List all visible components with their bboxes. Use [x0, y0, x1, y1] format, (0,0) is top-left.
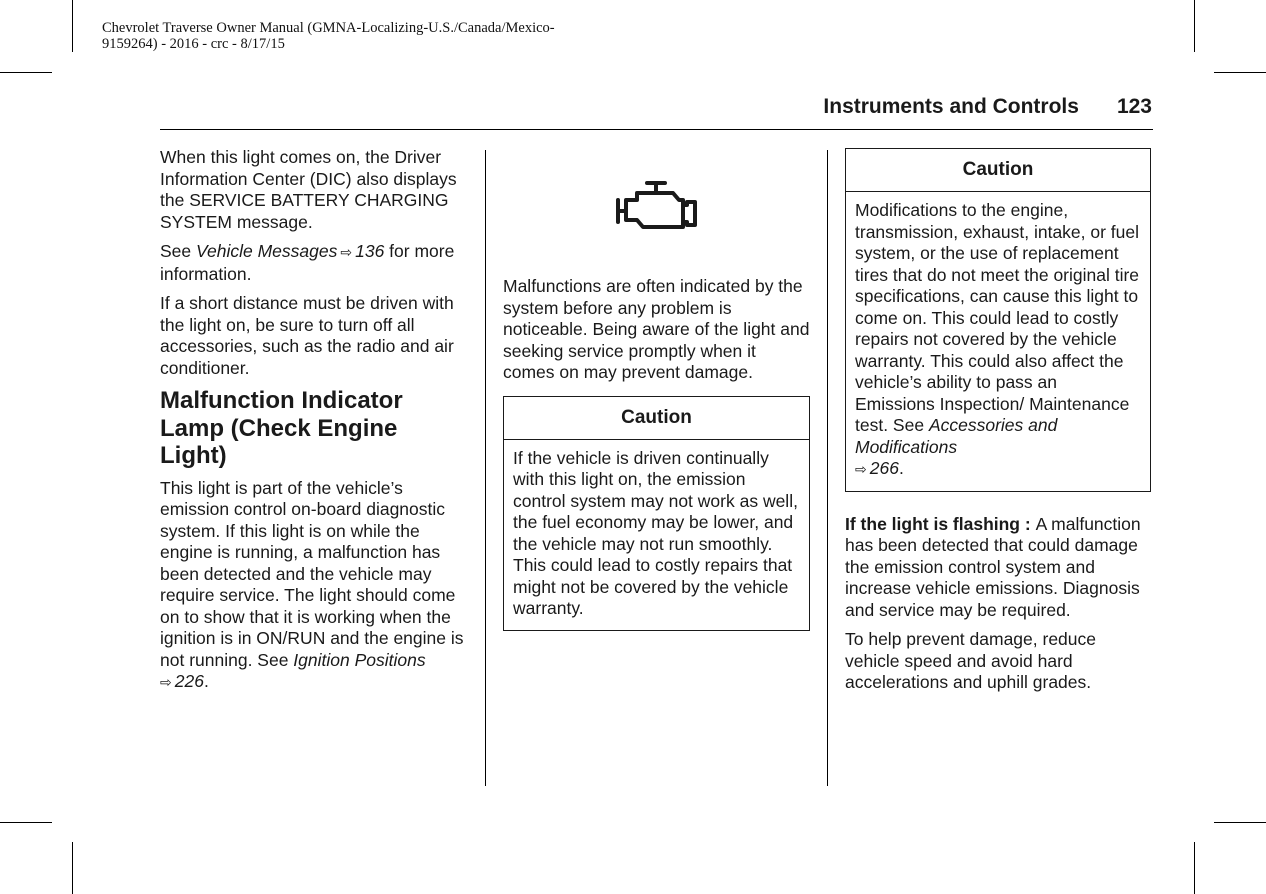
crop-mark	[0, 72, 52, 73]
text: This light is part of the vehicle’s emission control on-board diagnostic system. If this light is on while the engine is running, a malfunction has been detected and the vehicle may require service. The light should come on to show that it is working when the ignition is in ON/RUN and the engine is not running. See	[160, 477, 464, 670]
page-ref-arrow-icon: ⇨	[340, 244, 353, 260]
page-ref-arrow-icon: ⇨	[855, 461, 867, 477]
paragraph: When this light comes on, the Driver Information Center (DIC) also displays the SERVICE BATTERY CHARGING SYSTEM message.	[160, 147, 457, 232]
section-heading: Malfunction Indicator Lamp (Check Engine Light)	[160, 387, 403, 469]
text: Modifications to the engine, transmission, exhaust, intake, or fuel system, or the use of replacement tires that do not meet the original tire specifications, can cause this light to come on. This could lead to costly repairs not covered by the vehicle warranty. This could also affect the vehicle’s ability to pass an Emissions Inspection/ Maintenance test. See	[855, 200, 1140, 435]
check-engine-icon	[615, 180, 699, 232]
crop-mark	[1194, 842, 1195, 894]
caution-title: Caution	[846, 149, 1150, 192]
column-3	[845, 148, 1151, 702]
crop-mark	[1214, 822, 1266, 823]
paragraph	[160, 478, 470, 694]
manual-metadata-line1: Chevrolet Traverse Owner Manual (GMNA-Localizing-U.S./Canada/Mexico-	[102, 20, 555, 36]
column-divider	[485, 150, 486, 786]
paragraph: Malfunctions are often indicated by the system before any problem is noticeable. Being aware of the light and seeking service promptly when it comes on may prevent damage.	[503, 276, 810, 382]
caution-box	[503, 396, 810, 631]
crop-mark	[72, 842, 73, 894]
caution-body	[846, 192, 1150, 491]
text: .	[203, 671, 209, 691]
column-1	[160, 147, 470, 702]
manual-metadata-line2: 9159264) - 2016 - crc - 8/17/15	[102, 36, 285, 52]
column-2	[503, 150, 810, 631]
link-text: Ignition Positions	[293, 649, 426, 670]
crop-mark	[0, 822, 52, 823]
flashing-label: If the light is flashing :	[845, 513, 1036, 534]
column-divider	[827, 150, 828, 786]
text: for more information.	[160, 241, 455, 284]
link-page: 226	[174, 671, 204, 691]
page-number: 123	[1116, 95, 1152, 118]
paragraph: To help prevent damage, reduce vehicle speed and avoid hard accelerations and uphill grades.	[845, 629, 1096, 692]
paragraph	[845, 514, 1151, 622]
crop-mark	[72, 0, 73, 52]
caution-box	[845, 148, 1151, 492]
manual-metadata	[102, 20, 555, 52]
section-title: Instruments and Controls	[823, 95, 1079, 118]
link-text: Accessories and Modifications	[855, 415, 1058, 457]
header-rule	[160, 129, 1153, 130]
link-text: Vehicle Messages	[196, 241, 338, 261]
text: A malfunction has been detected that could damage the emission control system and increase vehicle emissions. Diagnosis and service may be required.	[845, 513, 1141, 620]
running-header	[823, 95, 1152, 119]
crop-mark	[1194, 0, 1195, 52]
vehicle-messages-link[interactable]	[196, 241, 384, 261]
caution-body: If the vehicle is driven continually with this light on, the emission control system may not work as well, the fuel economy may be lower, and the vehicle may not run smoothly. This could lead to costly repairs that might not be covered by the vehicle warranty.	[513, 447, 798, 618]
link-page: 136	[355, 241, 385, 261]
paragraph: If a short distance must be driven with the light on, be sure to turn off all accessories, such as the radio and air conditioner.	[160, 293, 454, 378]
caution-title: Caution	[504, 397, 809, 440]
paragraph	[160, 241, 470, 285]
crop-mark	[1214, 72, 1266, 73]
text: See	[160, 241, 196, 261]
text: .	[898, 458, 904, 478]
page-ref-arrow-icon: ⇨	[160, 674, 172, 690]
link-page: 266	[869, 458, 899, 478]
